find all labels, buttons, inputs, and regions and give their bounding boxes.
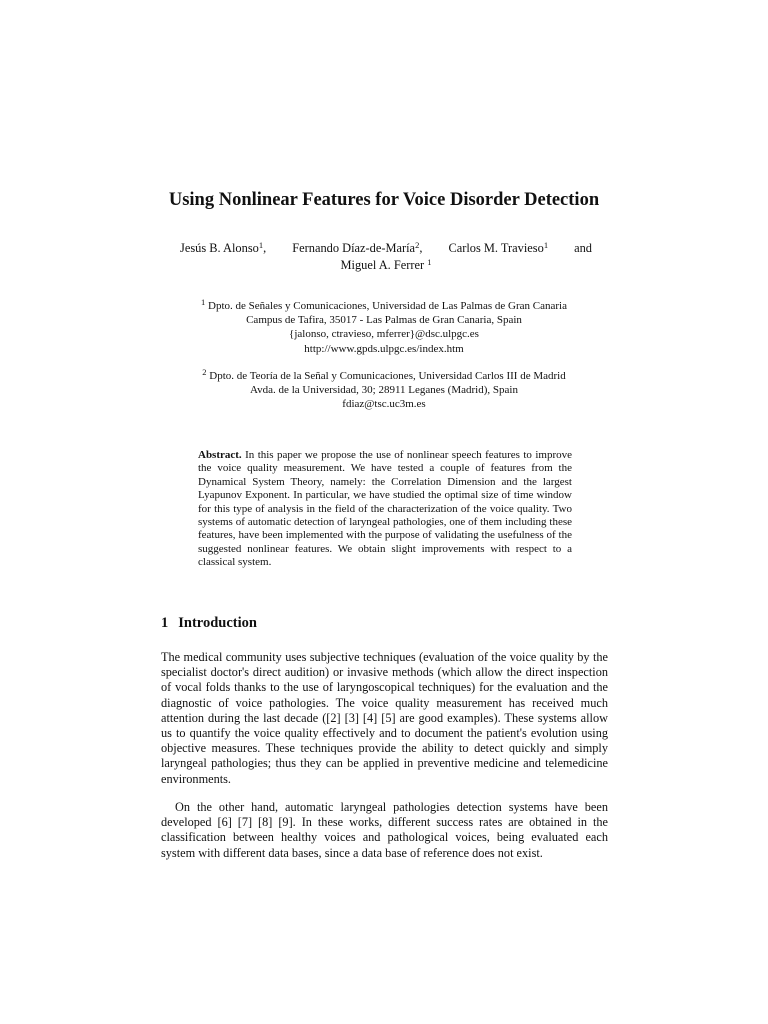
paper-title: Using Nonlinear Features for Voice Disorder Detection: [168, 190, 600, 210]
author-list: [180, 240, 592, 274]
author-2-affil-mark: 2: [415, 240, 420, 250]
affiliation-1-address: Campus de Tafira, 35017 - Las Palmas de Gran Canaria, Spain: [246, 314, 522, 327]
affiliation-1-email: {jalonso, ctravieso, mferrer}@dsc.ulpgc.es: [289, 328, 479, 341]
author-1-name: Jesús B. Alonso: [180, 241, 259, 255]
author-3: [448, 240, 548, 257]
section-number: 1: [161, 615, 169, 631]
affiliation-1-dept: [0, 299, 768, 313]
intro-paragraph-1: The medical community uses subjective techniques (evaluation of the voice quality by the specialist doctor's direct audition) or invasive methods (which allow the direct inspection of vocal folds thanks to the use of laryngoscopical techniques) for the evaluation and the diagnostic of voice pathologies. The voice quality measurement has received much attention during the last decade ([2] [3] [4] [5] are good examples). These systems allow us to quantify the voice quality effectively and to document the patient's evolution using objective measures. These techniques provide the ability to detect quickly and simply laryngeal pathologies; thus they can be applied in preventive medicine and telemedicine environments.: [161, 650, 608, 786]
author-2-name: Fernando Díaz-de-María: [292, 241, 416, 255]
affiliation-2-address: Avda. de la Universidad, 30; 28911 Leganes (Madrid), Spain: [250, 384, 518, 397]
affiliation-1: [0, 299, 768, 356]
affiliation-2-mark: 2: [202, 367, 207, 377]
author-4-name: Miguel A. Ferrer: [340, 258, 425, 272]
abstract-text: In this paper we propose the use of nonlinear speech features to improve the voice quality measurement. We have tested a couple of features from the Dynamical System Theory, namely: the Correlation Dimension and the largest Lyapunov Exponent. In particular, we have studied the optimal size of time window for this type of analysis in the field of the characterization of the voice quality. Two systems of automatic detection of laryngeal pathologies, one of them including these features, have been implemented with the purpose of validating the usefulness of the suggested nonlinear features. We obtain slight improvements with respect to a classical system.: [198, 449, 572, 569]
section-heading-introduction: [161, 614, 257, 632]
author-4: [341, 258, 432, 272]
author-3-name: Carlos M. Travieso: [448, 241, 544, 255]
abstract: [198, 449, 572, 570]
author-line-1: [180, 240, 592, 257]
section-title: Introduction: [178, 615, 257, 631]
author-3-affil-mark: 1: [543, 240, 549, 250]
affiliation-1-mark: 1: [201, 297, 206, 307]
intro-paragraph-2: On the other hand, automatic laryngeal pathologies detection systems have been developed [6] [7] [8] [9]. In these works, different success rates are obtained in the classification between healthy voices and pathological voices, being evaluated each system with different data bases, since a data base of reference does not exist.: [161, 800, 608, 860]
author-line-2: [180, 257, 592, 274]
affiliation-1-dept-text: Dpto. de Señales y Comunicaciones, Universidad de Las Palmas de Gran Canaria: [208, 300, 567, 312]
author-1-affil-mark: 1: [258, 240, 264, 250]
author-4-affil-mark: 1: [427, 257, 432, 267]
affiliation-1-url: http://www.gpds.ulpgc.es/index.htm: [304, 342, 464, 355]
affiliation-2-dept: [0, 369, 768, 383]
affiliation-2-dept-text: Dpto. de Teoría de la Señal y Comunicaciones, Universidad Carlos III de Madrid: [209, 370, 566, 382]
author-2: Fernando Díaz-de-María$^2$,: [292, 240, 423, 255]
author-conjunction: and: [574, 241, 592, 255]
affiliation-2: [0, 369, 768, 412]
author-1: Jesús B. Alonso$^1$,: [180, 240, 267, 255]
abstract-label: Abstract.: [198, 449, 242, 461]
affiliation-2-email: fdiaz@tsc.uc3m.es: [342, 398, 426, 411]
